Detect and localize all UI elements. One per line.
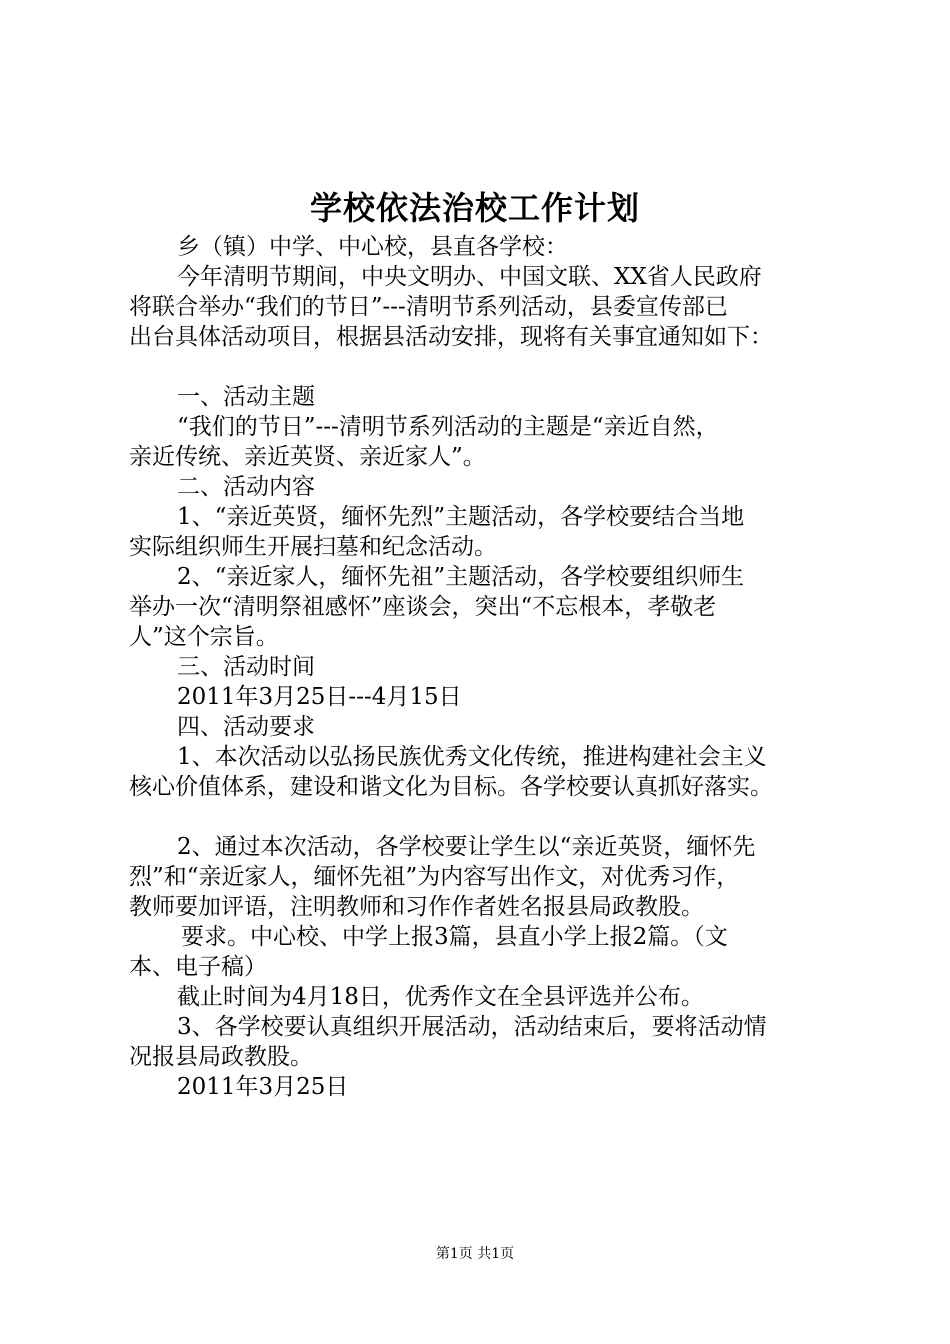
paragraph-line: 人”这个宗旨。: [129, 624, 279, 650]
paragraph-line: 2、“亲近家人，缅怀先祖”主题活动，各学校要组织师生: [177, 564, 745, 590]
paragraph-line: 亲近传统、亲近英贤、亲近家人”。: [129, 444, 486, 470]
paragraph-line: 烈”和“亲近家人，缅怀先祖”为内容写出作文，对优秀习作，: [129, 864, 740, 890]
paragraph-line: 今年清明节期间，中央文明办、中国文联、XX省人民政府: [177, 264, 762, 290]
paragraph-line: 1、本次活动以弘扬民族优秀文化传统，推进构建社会主义: [177, 744, 767, 770]
blank-line: [129, 802, 841, 832]
section-heading: 二、活动内容: [177, 474, 315, 500]
date-range-line: 2011年3月25日---4月15日: [177, 684, 462, 710]
paragraph-line: 举办一次“清明祭祖感怀”座谈会，突出“不忘根本，孝敬老: [129, 594, 717, 620]
paragraph-line: 教师要加评语，注明教师和习作作者姓名报县局政教股。: [129, 894, 704, 920]
paragraph-line: 要求。中心校、中学上报3篇，县直小学上报2篇。（文: [181, 924, 728, 950]
section-heading: 四、活动要求: [177, 714, 315, 740]
signature-date: 2011年3月25日: [177, 1074, 349, 1100]
paragraph-line: 核心价值体系，建设和谐文化为目标。各学校要认真抓好落实。: [129, 774, 773, 800]
section-heading: 三、活动时间: [177, 654, 315, 680]
paragraph-line: 出台具体活动项目，根据县活动安排，现将有关事宜通知如下：: [129, 324, 773, 350]
paragraph-line: 1、“亲近英贤，缅怀先烈”主题活动，各学校要结合当地: [177, 504, 745, 530]
paragraph-line: 2、通过本次活动，各学校要让学生以“亲近英贤，缅怀先: [177, 834, 756, 860]
paragraph-line: 将联合举办“我们的节日”---清明节系列活动，县委宣传部已: [129, 294, 728, 320]
blank-line: [129, 352, 841, 382]
paragraph-line: “我们的节日”---清明节系列活动的主题是“亲近自然，: [177, 414, 719, 440]
document-body: [129, 232, 841, 1102]
salutation-line: 乡（镇）中学、中心校，县直各学校：: [177, 234, 568, 260]
paragraph-line: 实际组织师生开展扫墓和纪念活动。: [129, 534, 497, 560]
section-heading: 一、活动主题: [177, 384, 315, 410]
document-title: 学校依法治校工作计划: [309, 189, 640, 227]
paragraph-line: 3、各学校要认真组织开展活动，活动结束后，要将活动情: [177, 1014, 767, 1040]
paragraph-line: 况报县局政教股。: [129, 1044, 313, 1070]
page-footer: 第1页 共1页: [435, 1246, 515, 1262]
paragraph-line: 截止时间为4月18日，优秀作文在全县评选并公布。: [177, 984, 704, 1010]
paragraph-line: 本、电子稿）: [129, 954, 267, 980]
